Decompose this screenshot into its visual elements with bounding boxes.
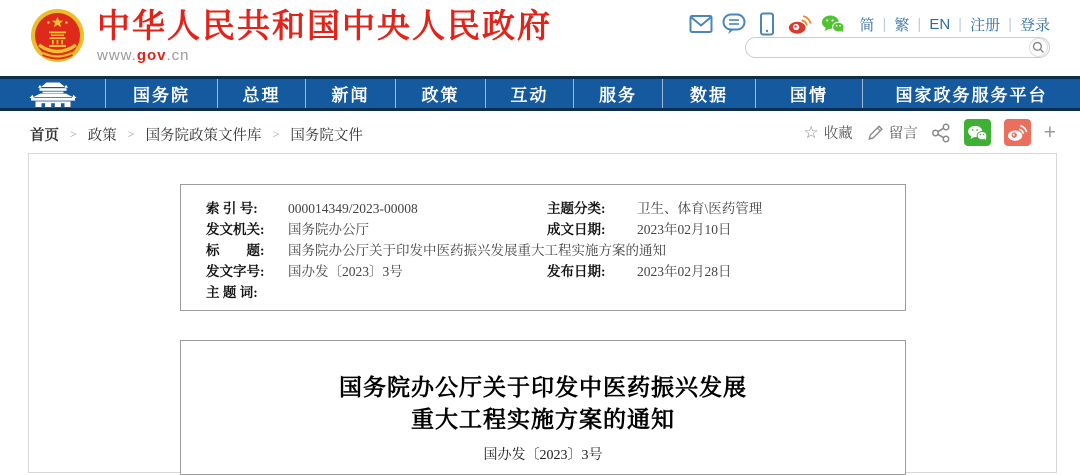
search-bar <box>745 37 1050 58</box>
meta-date-written-value: 2023年02月10日 <box>637 222 732 237</box>
meta-issuer-value: 国务院办公厅 <box>288 222 369 237</box>
national-emblem-icon <box>30 8 85 65</box>
nav-item-news[interactable]: 新闻 <box>305 79 395 108</box>
lang-links: 简 | 繁 | EN | 注册 | 登录 <box>859 15 1050 34</box>
meta-keywords-label: 主 题 词: <box>206 285 258 300</box>
star-icon: ☆ <box>803 123 819 142</box>
breadcrumb-state-council-docs[interactable]: 国务院文件 <box>290 128 363 144</box>
breadcrumb-row <box>0 111 1080 153</box>
document-number: 国办发〔2023〕3号 <box>483 448 603 463</box>
nav-item-services[interactable]: 服务 <box>573 79 662 108</box>
wechat-icon <box>967 124 988 142</box>
nav-item-data[interactable]: 数据 <box>662 79 755 108</box>
meta-category-label: 主题分类: <box>547 201 606 216</box>
weibo-share-button[interactable] <box>1004 119 1031 146</box>
meta-date-published-label: 发布日期: <box>547 264 606 279</box>
tiananmen-icon <box>24 81 82 107</box>
weibo-icon[interactable] <box>788 12 812 36</box>
share-button[interactable] <box>931 123 951 143</box>
document-title-line1: 国务院办公厅关于印发中医药振兴发展 <box>339 375 747 400</box>
lang-english[interactable]: EN <box>929 15 951 33</box>
breadcrumb-policy[interactable]: 政策 <box>87 128 117 144</box>
favorite-label: 收藏 <box>823 126 853 142</box>
breadcrumb-separator: > <box>127 127 135 141</box>
weibo-icon <box>1007 123 1028 142</box>
nav-item-gov-service-platform[interactable]: 国家政务服务平台 <box>862 79 1080 108</box>
site-url: www.gov.cn <box>97 47 190 64</box>
document-title-line2: 重大工程实施方案的通知 <box>411 407 675 432</box>
more-share-button[interactable]: + <box>1043 120 1056 144</box>
nav-item-policy[interactable]: 政策 <box>395 79 485 108</box>
meta-issuer-label: 发文机关: <box>206 222 265 237</box>
nav-item-national-conditions[interactable]: 国情 <box>755 79 862 108</box>
nav-item-premier[interactable]: 总理 <box>217 79 305 108</box>
meta-keywords-value <box>288 282 895 303</box>
mail-icon[interactable] <box>689 12 713 36</box>
wechat-share-button[interactable] <box>964 119 991 146</box>
breadcrumb-separator: > <box>272 127 280 141</box>
breadcrumb-policy-library[interactable]: 国务院政策文件库 <box>145 128 262 144</box>
meta-category-value: 卫生、体育\医药管理 <box>637 201 763 216</box>
comment-label: 留言 <box>888 126 918 142</box>
comment-icon[interactable] <box>722 12 746 36</box>
pencil-icon <box>866 124 884 142</box>
site-title: 中华人民共和国中央人民政府 <box>97 7 552 44</box>
lang-traditional[interactable]: 繁 <box>894 16 910 34</box>
nav-item-interaction[interactable]: 互动 <box>485 79 573 108</box>
lang-simplified[interactable]: 简 <box>859 16 875 34</box>
meta-date-published-value: 2023年02月28日 <box>637 264 732 279</box>
meta-date-written-label: 成文日期: <box>547 222 606 237</box>
breadcrumb-home[interactable]: 首页 <box>30 128 59 144</box>
meta-title-value: 国务院办公厅关于印发中医药振兴发展重大工程实施方案的通知 <box>288 243 666 258</box>
search-input[interactable] <box>758 39 1029 56</box>
page-tools <box>803 119 1056 146</box>
breadcrumb <box>30 124 363 145</box>
meta-title-label: 标 题: <box>206 243 265 258</box>
meta-index-label: 索 引 号: <box>206 201 258 216</box>
search-icon[interactable] <box>1029 38 1048 57</box>
favorite-button[interactable] <box>803 122 852 143</box>
mobile-icon[interactable] <box>755 12 779 36</box>
nav-item-state-council[interactable]: 国务院 <box>105 79 217 108</box>
register-link[interactable]: 注册 <box>970 16 1001 34</box>
nav-home-tiananmen-icon[interactable] <box>0 79 105 108</box>
comment-button[interactable] <box>866 122 918 143</box>
meta-doc-no-label: 发文字号: <box>206 264 265 279</box>
main-nav <box>0 76 1080 111</box>
site-header <box>0 0 1080 76</box>
login-link[interactable]: 登录 <box>1019 16 1050 34</box>
site-logo[interactable] <box>30 8 552 65</box>
document-meta-box <box>180 184 906 311</box>
document-title <box>181 372 905 436</box>
breadcrumb-separator: > <box>70 127 77 141</box>
document-content-box <box>180 340 906 475</box>
wechat-icon[interactable] <box>821 12 845 36</box>
meta-doc-no-value: 国办发〔2023〕3号 <box>288 264 403 279</box>
meta-index-value: 000014349/2023-00008 <box>288 201 418 216</box>
share-icon <box>931 123 951 143</box>
